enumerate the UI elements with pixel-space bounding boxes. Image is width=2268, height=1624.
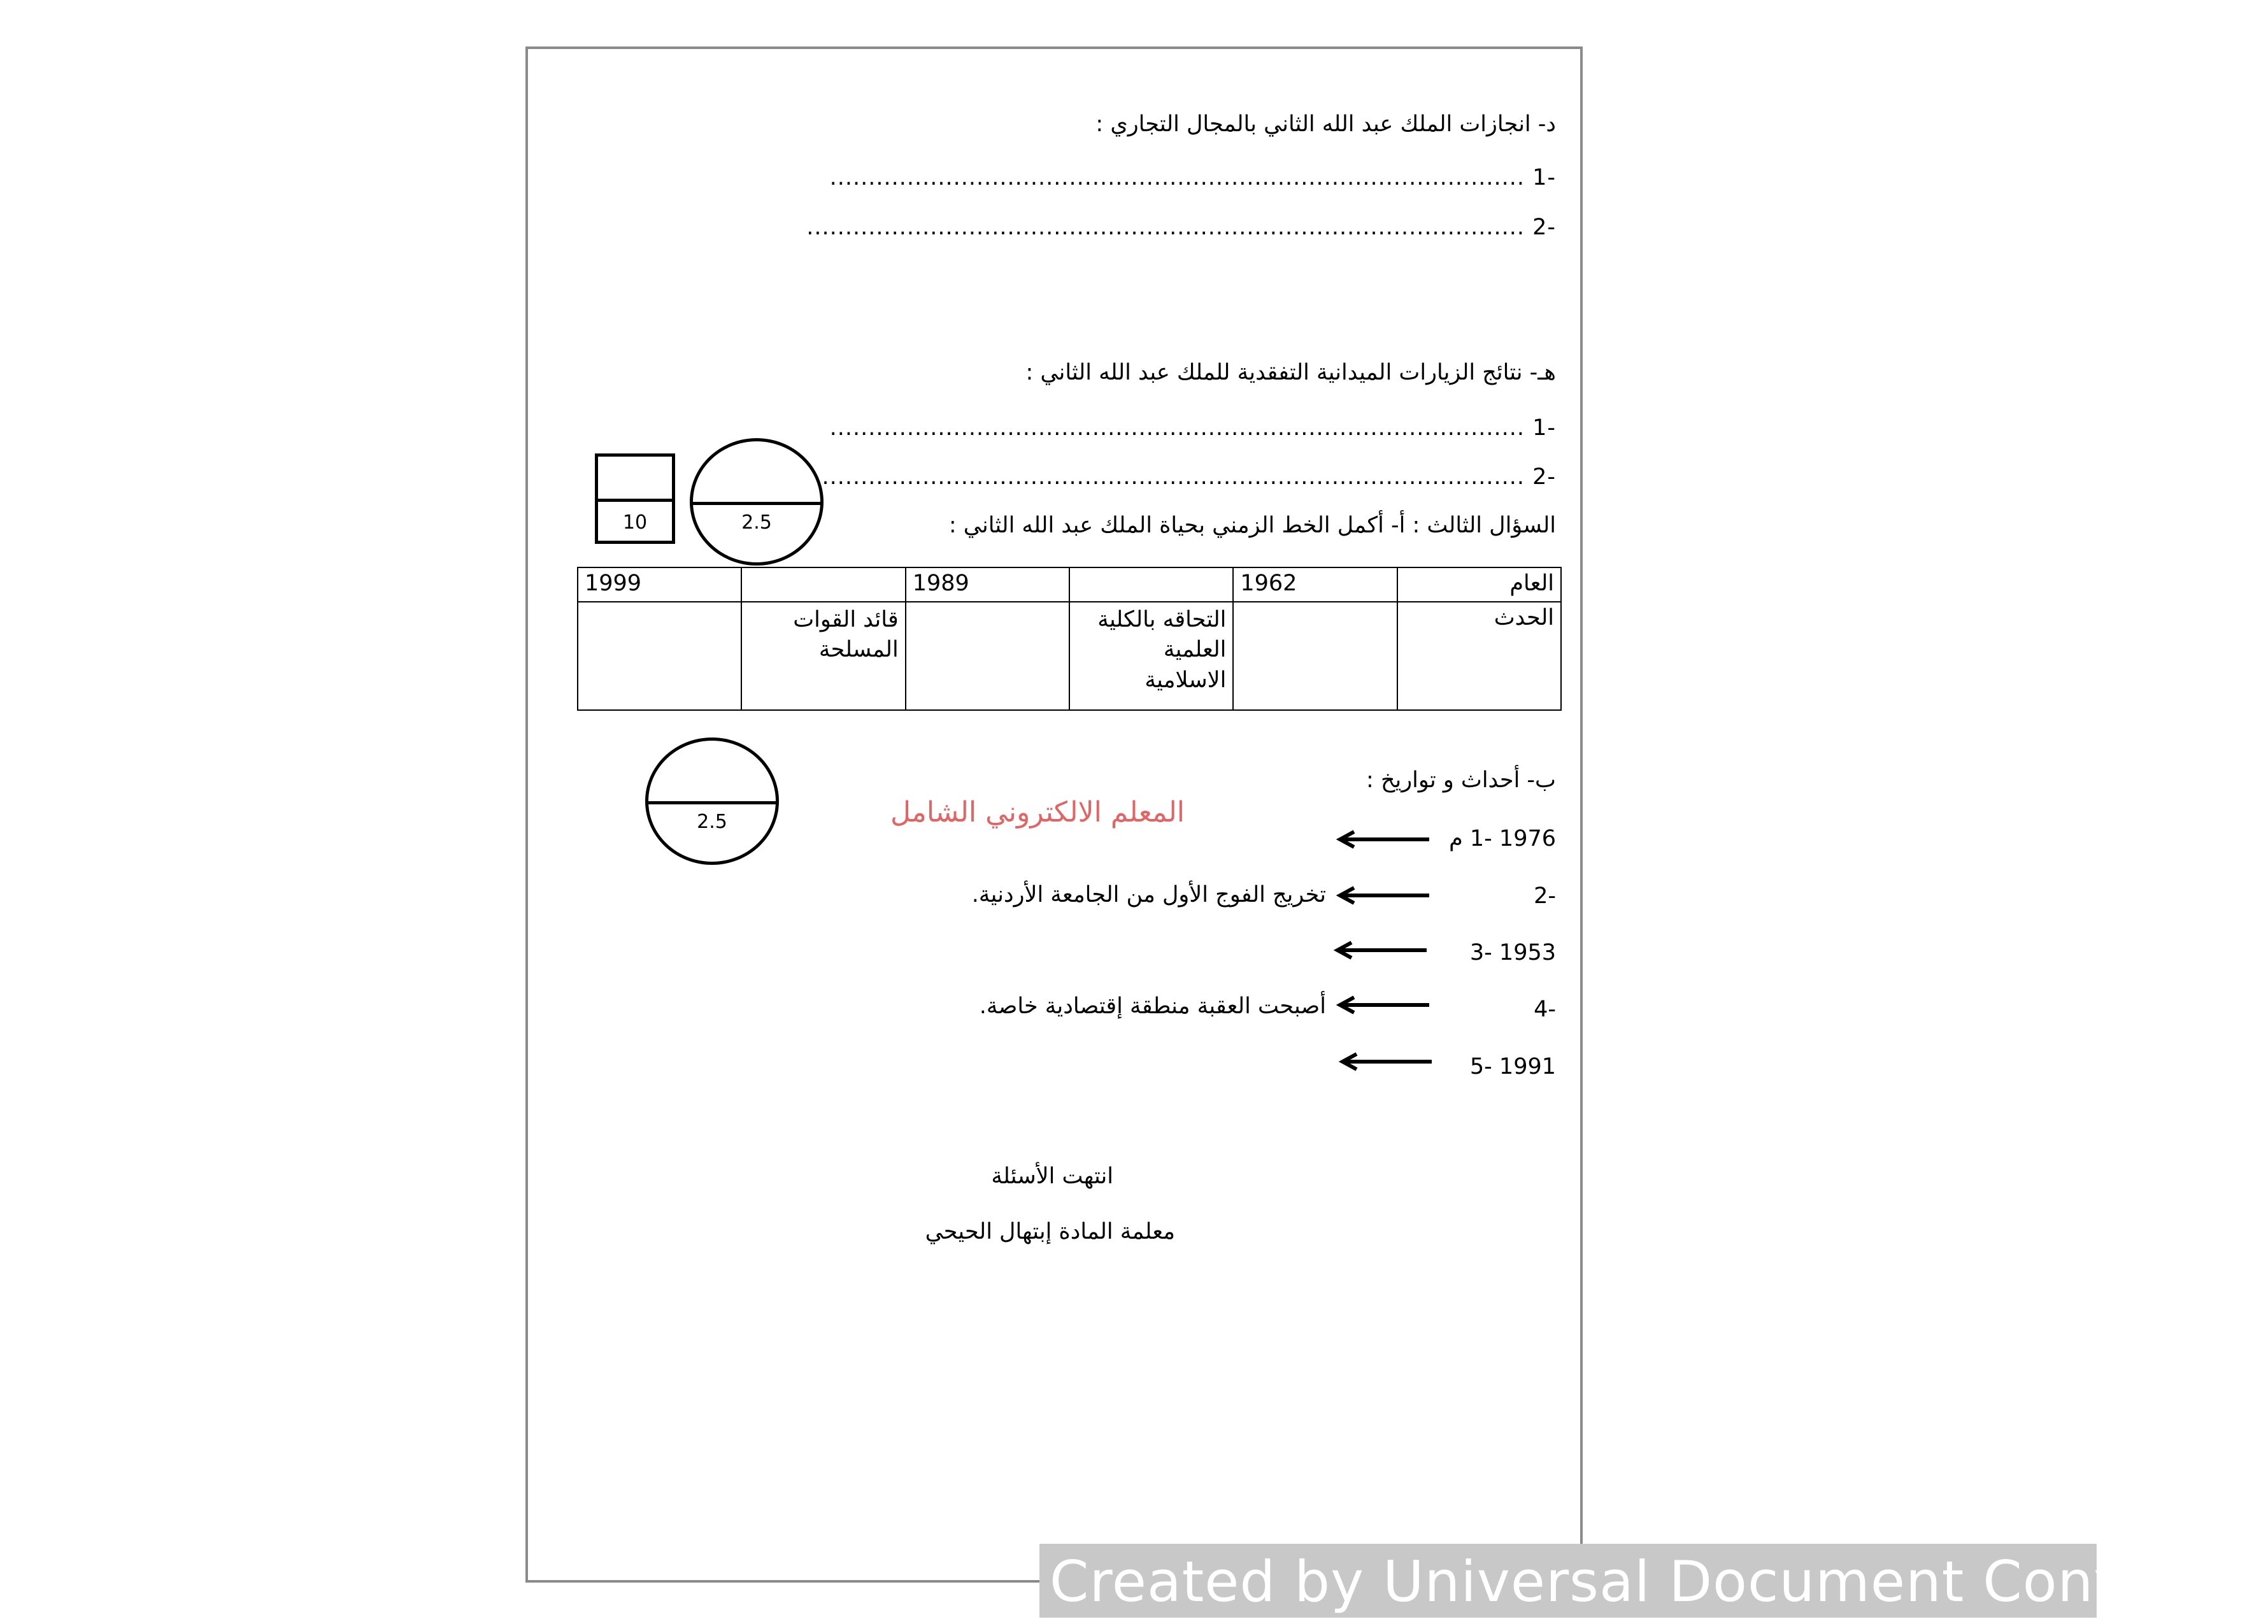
teacher-name: معلمة المادة إبتهال الحيحي: [925, 1219, 1175, 1244]
watermark-text: Created by Universal Document Converter: [1050, 1549, 2268, 1614]
question3-heading: السؤال الثالث : أ- أكمل الخط الزمني بحياة الملك عبد الله الثاني :: [948, 513, 1556, 538]
timeline-event-5: [578, 602, 741, 710]
event-item-2-num: -2: [1534, 883, 1556, 909]
timeline-event-1: [1233, 602, 1397, 710]
event-item-4-num: -4: [1534, 997, 1556, 1022]
timeline-year-2: [1069, 567, 1233, 602]
event-item-3-num: 1953 -3: [1469, 940, 1556, 965]
section-h-heading: هـ- نتائج الزيارات الميدانية التفقدية للملك عبد الله الثاني :: [1025, 360, 1556, 385]
timeline-year-label: العام: [1397, 567, 1561, 602]
score-circle-2: [645, 737, 779, 865]
section-d-line-2: -2 .............................................................................................: [806, 215, 1556, 240]
timeline-year-1: 1962: [1233, 567, 1397, 602]
section-d-line-1: -1 ..........................................................................................: [829, 165, 1556, 190]
timeline-event-2: التحاقه بالكلية العلمية الاسلامية: [1069, 602, 1233, 710]
score-box: [595, 453, 675, 544]
arrow-left-icon: [1335, 995, 1430, 1015]
section-d-heading: د- انجازات الملك عبد الله الثاني بالمجال التجاري :: [1095, 111, 1556, 137]
score-circle-1: [690, 438, 824, 566]
section-b-heading: ب- أحداث و تواريخ :: [1366, 767, 1556, 793]
event-item-2-text: تخريج الفوج الأول من الجامعة الأردنية.: [971, 882, 1326, 908]
timeline-year-5: 1999: [578, 567, 741, 602]
event-item-4-text: أصبحت العقبة منطقة إقتصادية خاصة.: [979, 994, 1326, 1019]
section-h-line-2: -2 ...........................................................................................: [822, 464, 1556, 490]
arrow-left-icon: [1332, 941, 1428, 960]
timeline-event-3: [906, 602, 1069, 710]
event-item-5-num: 1991 -5: [1469, 1054, 1556, 1079]
timeline-year-4: [741, 567, 905, 602]
arrow-left-icon: [1337, 1052, 1433, 1071]
score-circle-2-value: 2.5: [697, 811, 727, 833]
timeline-year-3: 1989: [906, 567, 1069, 602]
arrow-left-icon: [1335, 886, 1430, 905]
score-circle-1-value: 2.5: [741, 511, 772, 534]
timeline-event-label: الحدث: [1397, 602, 1561, 710]
timeline-table: [577, 567, 1562, 711]
end-of-questions: انتهت الأسئلة: [991, 1164, 1113, 1189]
event-item-1-num: 1976 -1 م: [1449, 826, 1556, 851]
timeline-event-4: قائد القوات المسلحة: [741, 602, 905, 710]
section-h-line-1: -1 ..........................................................................................: [829, 415, 1556, 441]
arrow-left-icon: [1335, 830, 1430, 849]
score-box-value: 10: [622, 511, 648, 534]
brand-text: المعلم الالكتروني الشامل: [890, 796, 1185, 829]
